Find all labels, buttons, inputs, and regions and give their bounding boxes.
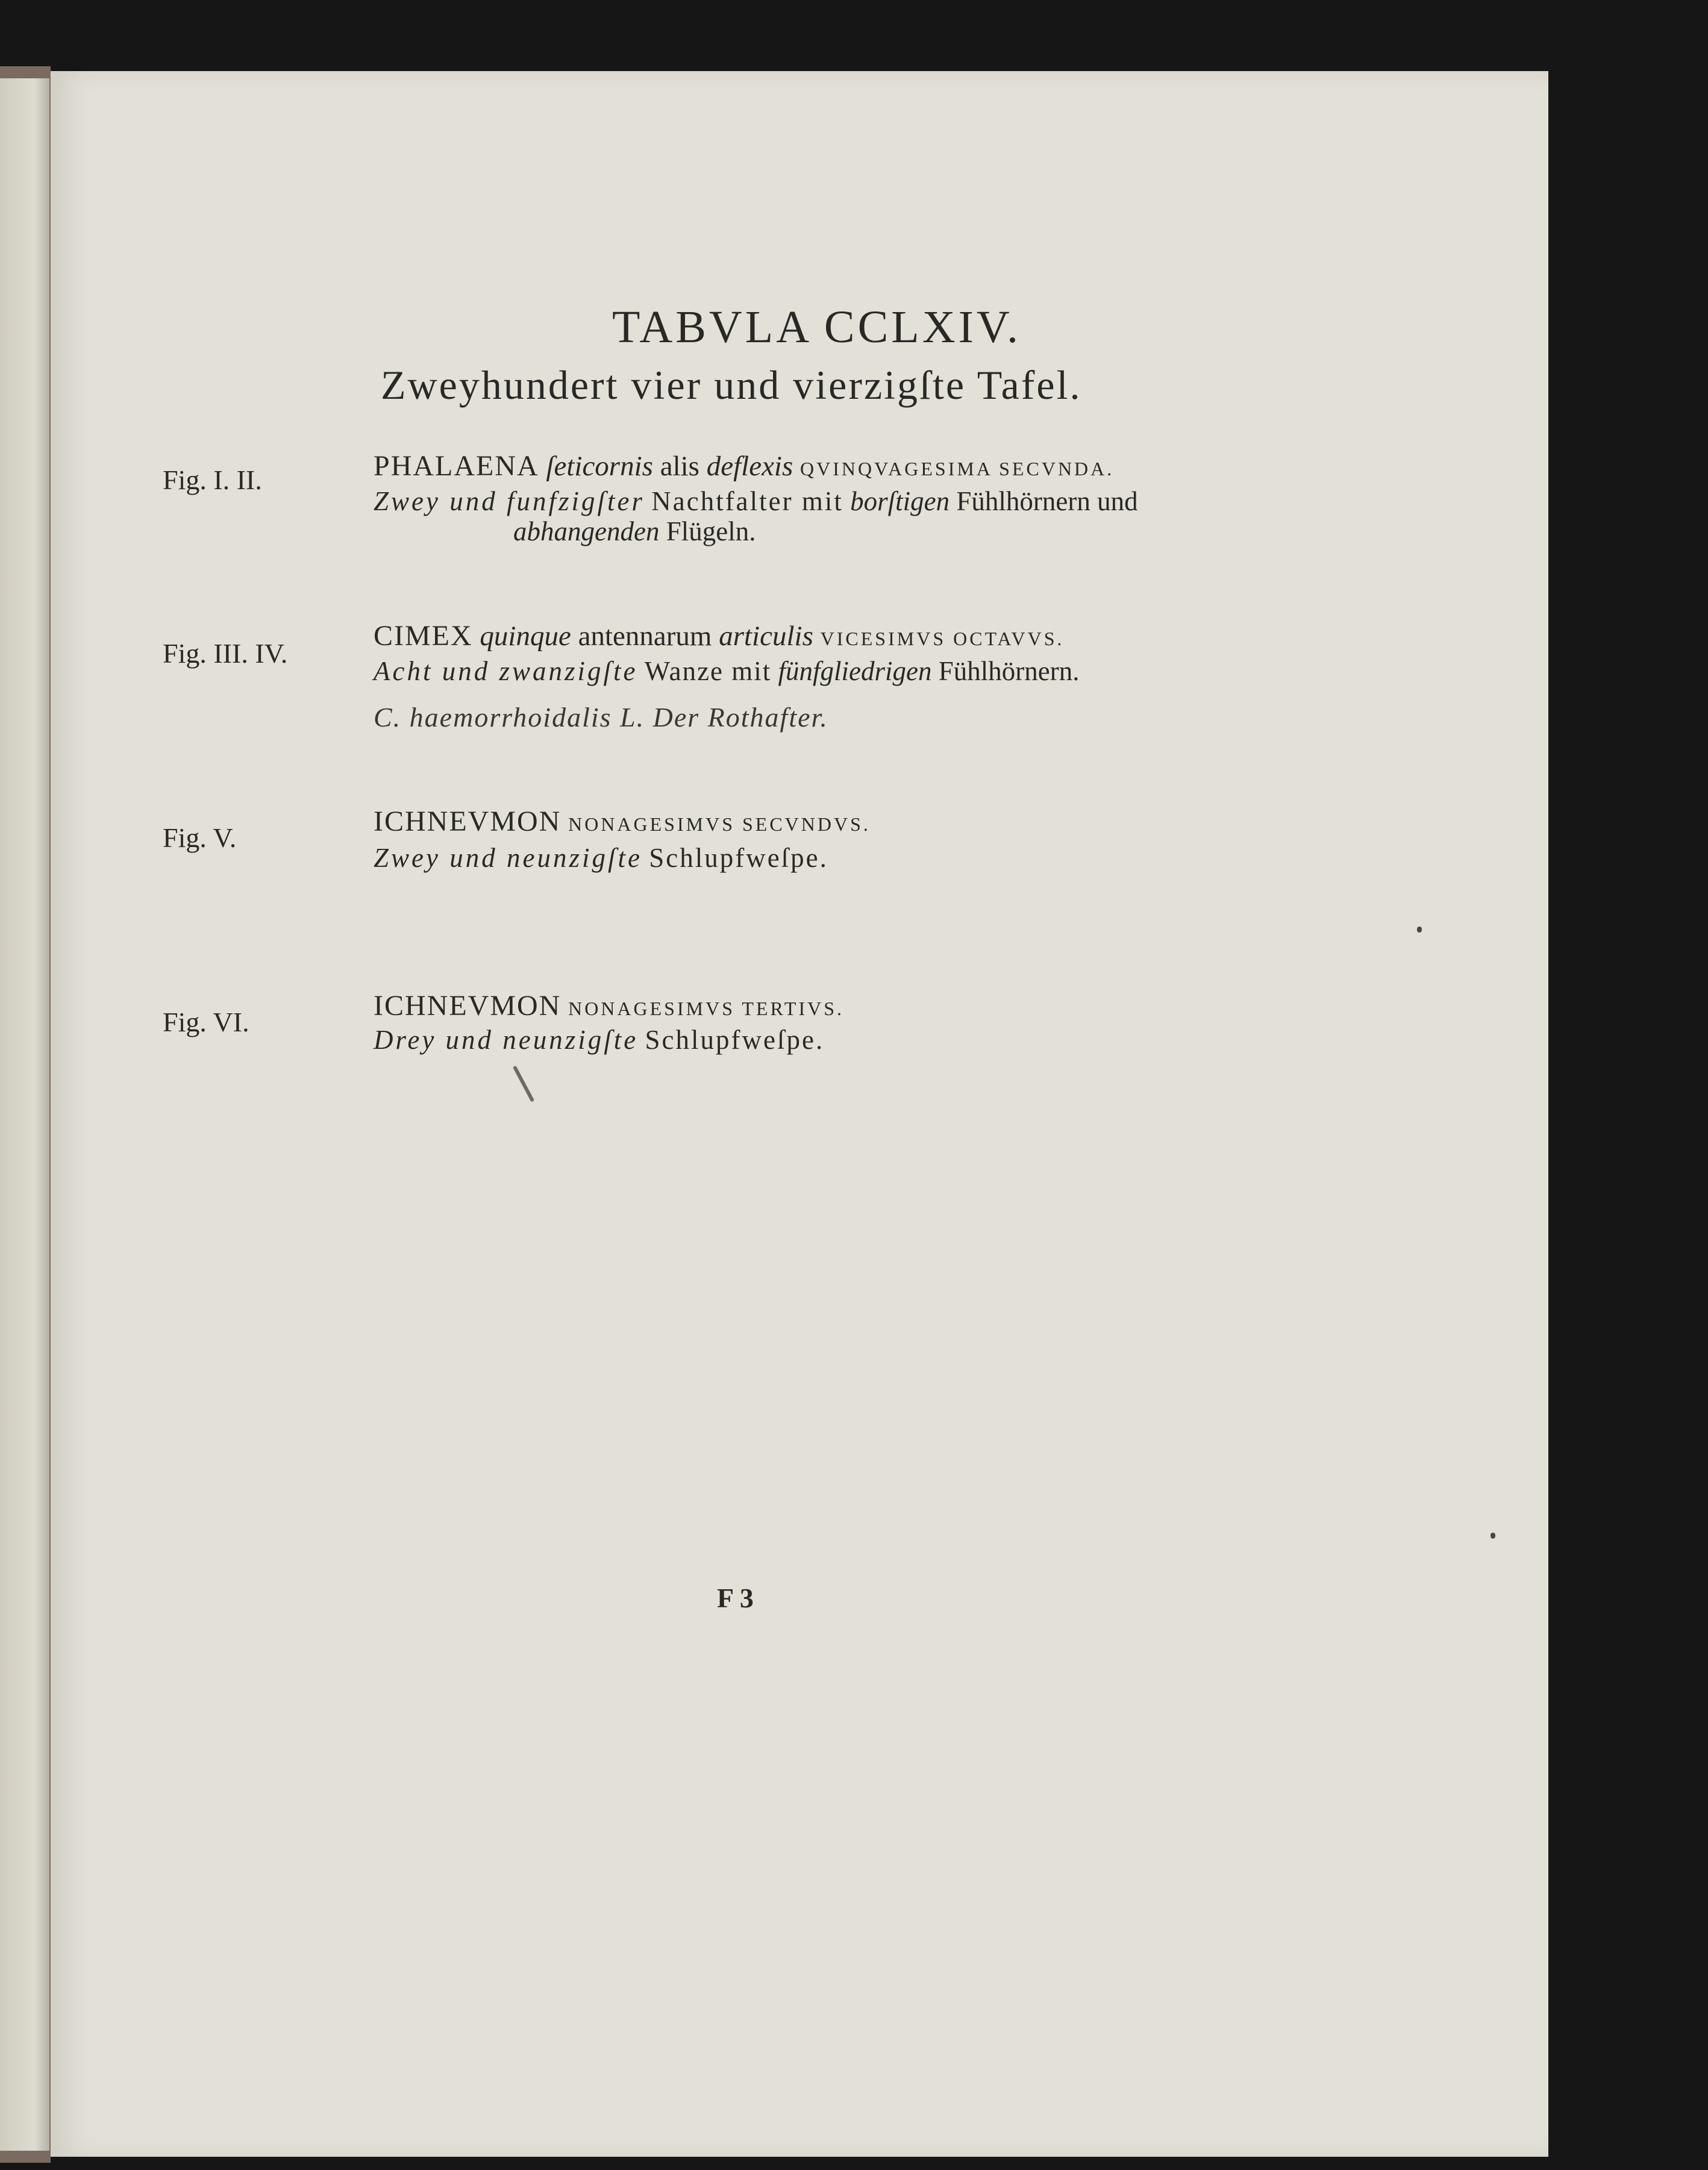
german-text: abhangenden	[513, 516, 660, 546]
latin-ordinal: QVINQVAGESIMA SECVNDA.	[800, 458, 1115, 480]
latin-ordinal: NONAGESIMVS TERTIVS.	[568, 998, 845, 1019]
german-ordinal: Acht und zwanzigſte	[374, 656, 638, 686]
german-line	[374, 655, 1080, 687]
latin-descriptor: articulis	[719, 621, 813, 652]
fig-label: Fig. I. II.	[163, 464, 262, 495]
latin-descriptor: ſeticornis	[546, 451, 653, 482]
german-text: Schlupfweſpe.	[645, 1025, 825, 1055]
german-line-continuation	[513, 516, 755, 547]
german-text: Fühlhörnern.	[938, 656, 1080, 686]
latin-descriptor: deflexis	[706, 451, 793, 482]
german-line	[374, 1024, 824, 1055]
latin-descriptor: alis	[660, 451, 699, 482]
latin-line	[374, 989, 844, 1022]
german-text: Flügeln.	[666, 516, 756, 546]
german-text: Wanze mit	[644, 656, 772, 686]
fig-label: Fig. VI.	[163, 1007, 249, 1037]
genus-name: ICHNEVMON	[374, 990, 562, 1022]
paper-speck	[1491, 1533, 1495, 1539]
german-text: fünfgliedrigen	[778, 656, 932, 686]
folio-signature: F 3	[717, 1583, 754, 1613]
handwritten-annotation: C. haemorrhoidalis L. Der Rothafter.	[374, 702, 828, 733]
latin-line	[374, 805, 871, 838]
german-text: borſtigen	[850, 486, 950, 516]
german-ordinal: Zwey und funfzigſter	[374, 486, 645, 516]
plate-subtitle: Zweyhundert vier und vierzigſte Tafel.	[381, 362, 1082, 408]
latin-line	[374, 449, 1114, 483]
genus-name: ICHNEVMON	[374, 805, 562, 837]
german-line	[374, 842, 828, 874]
paper-speck	[1417, 927, 1422, 933]
left-page-edge	[0, 78, 49, 2151]
latin-ordinal: VICESIMVS OCTAVVS.	[820, 628, 1065, 649]
german-text: Schlupfweſpe.	[649, 843, 828, 873]
german-text: Fühlhörnern und	[956, 486, 1138, 516]
genus-name: CIMEX	[374, 620, 473, 652]
genus-name: PHALAENA	[374, 450, 539, 482]
latin-line	[374, 619, 1065, 652]
german-ordinal: Drey und neunzigſte	[374, 1025, 639, 1055]
german-text: Nachtfalter mit	[651, 486, 843, 516]
latin-ordinal: NONAGESIMVS SECVNDVS.	[568, 813, 871, 835]
fig-label: Fig. III. IV.	[163, 638, 288, 669]
latin-descriptor: quinque	[480, 621, 571, 652]
german-ordinal: Zwey und neunzigſte	[374, 843, 642, 873]
german-line	[374, 486, 1138, 517]
plate-title: TABVLA CCLXIV.	[612, 302, 1022, 352]
latin-descriptor: antennarum	[578, 621, 712, 652]
fig-label: Fig. V.	[163, 822, 237, 853]
